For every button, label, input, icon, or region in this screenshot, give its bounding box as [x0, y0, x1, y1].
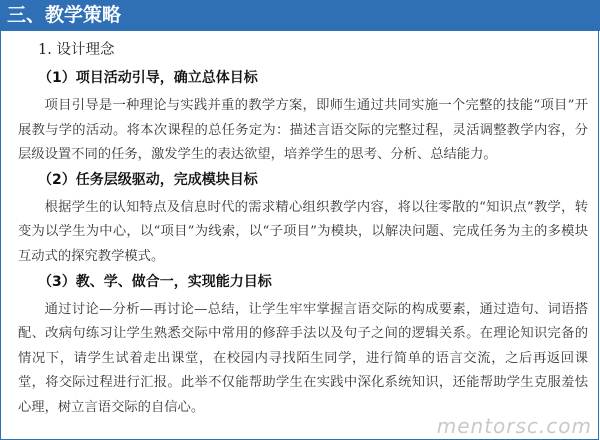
block-heading-1: （1）项目活动引导，确立总体目标 [38, 70, 258, 86]
block-paragraph-2: 根据学生的认知特点及信息时代的需求精心组织教学内容，将以往零散的“知识点”教学，转变为以学生为中心，以“项目”为线索，以“子项目”为模块，以解决问题、完成任务为主的多模块互动式的探究教学模式。 [18, 199, 588, 264]
block-heading-3: （3）教、学、做合一，实现能力目标 [38, 273, 272, 290]
block-heading-2: （2）任务层级驱动，完成模块目标 [38, 171, 258, 188]
block-paragraph-1: 项目引导是一种理论与实践并重的教学方案，即师生通过共同实施一个完整的技能“项目”开展教与学的活动。将本次课程的总任务定为：描述言语交际的完整过程，灵活调整教学内容，分层级设置不同的任务，激发学生的表达欲望，培养学生的思考、分析、总结能力。 [18, 98, 588, 163]
block-paragraph-3: 通过讨论—分析—再讨论—总结，让学生牢牢掌握言语交际的构成要素，通过造句、词语搭配、改病句练习让学生熟悉交际中常用的修辞手法以及句子之间的逻辑关系。在理论知识完备的情况下，请学生试着走出课堂，在校园内寻找陌生同学，进行简单的语言交流，之后再返回课堂，将交际过程进行汇报。此举不仅能帮助学生在实践中深化系统知识，还能帮助学生克服羞怯心理，树立言语交际的自信心。 [18, 301, 588, 415]
section-header [0, 0, 600, 31]
header-title: 三、教学策略 [7, 4, 122, 26]
watermark: mentorsc.com [436, 414, 592, 438]
document-body [18, 40, 588, 423]
subsection-title: 1. 设计理念 [38, 42, 115, 58]
